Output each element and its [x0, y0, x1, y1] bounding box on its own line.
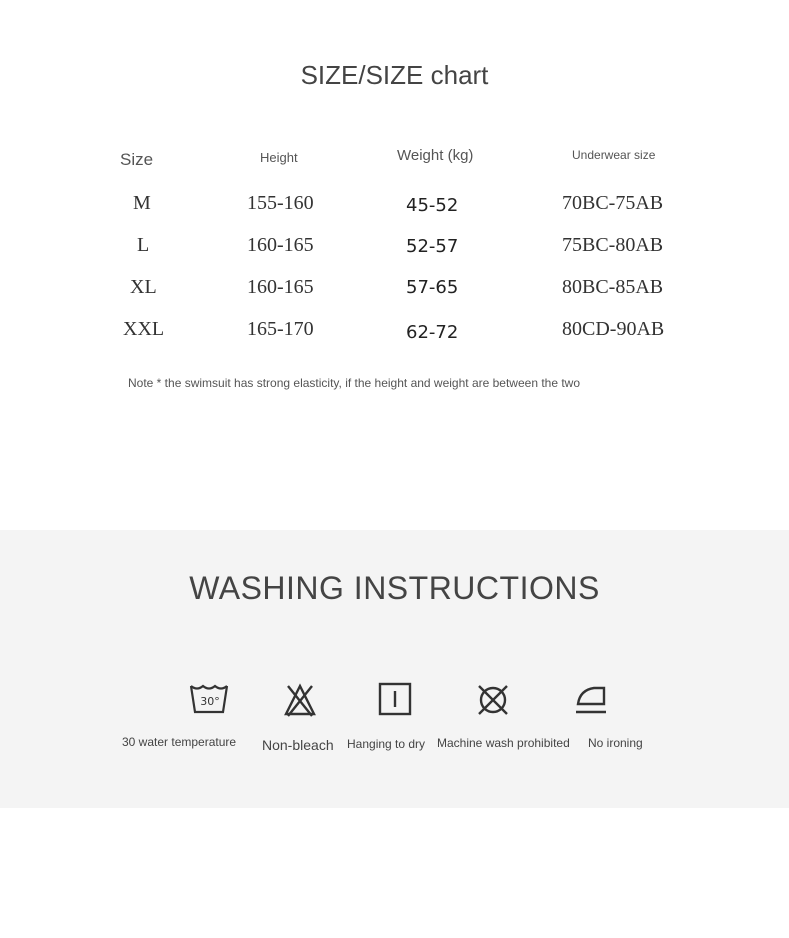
label-non-bleach: Non-bleach — [262, 737, 334, 753]
cell-height: 165-170 — [247, 318, 314, 340]
cell-size: M — [133, 192, 151, 214]
no-machine-wash-icon — [473, 682, 513, 718]
cell-height: 160-165 — [247, 276, 314, 298]
cell-height: 160-165 — [247, 234, 314, 256]
cell-height: 155-160 — [247, 192, 314, 214]
cell-size: XXL — [123, 318, 165, 340]
cell-underwear-size: 75BC-80AB — [562, 234, 664, 256]
page-title: SIZE/SIZE chart — [300, 60, 489, 90]
cell-underwear-size: 80CD-90AB — [562, 318, 665, 340]
cell-size: L — [137, 234, 150, 256]
header-size: Size — [120, 150, 154, 169]
cell-weight: 62-72 — [406, 322, 459, 343]
washing-title: WASHING INSTRUCTIONS — [189, 570, 600, 606]
label-no-ironing: No ironing — [588, 736, 643, 750]
cell-size: XL — [130, 276, 157, 298]
size-note: Note * the swimsuit has strong elasticity, if the height and weight are between the two — [128, 376, 581, 390]
label-machine-wash-prohibited: Machine wash prohibited — [437, 736, 570, 750]
hang-dry-icon — [376, 682, 416, 718]
cell-weight: 45-52 — [406, 195, 459, 216]
label-30-water-temperature: 30 water temperature — [122, 735, 237, 749]
header-weight: Weight (kg) — [397, 147, 474, 164]
header-underwear-size: Underwear size — [572, 148, 656, 162]
cell-underwear-size: 80BC-85AB — [562, 276, 664, 298]
non-bleach-icon — [280, 682, 320, 718]
cell-weight: 52-57 — [406, 236, 459, 257]
iron-icon — [572, 682, 612, 718]
svg-text:30°: 30° — [200, 695, 220, 708]
cell-underwear-size: 70BC-75AB — [562, 192, 664, 214]
wash-30-icon — [189, 682, 229, 718]
label-hanging-to-dry: Hanging to dry — [347, 737, 426, 751]
cell-weight: 57-65 — [406, 277, 459, 298]
header-height: Height — [260, 150, 298, 165]
